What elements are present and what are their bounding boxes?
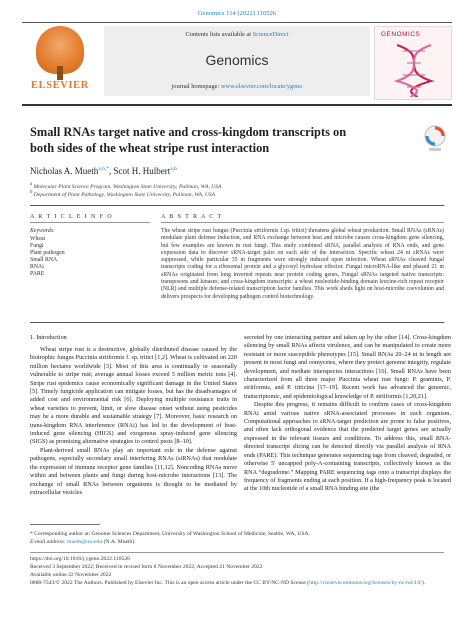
available-online-date: Available online 22 November 2022 xyxy=(30,572,112,578)
section-divider xyxy=(30,205,444,206)
introduction-heading: 1. Introduction xyxy=(30,334,67,341)
contents-available-line xyxy=(104,31,370,38)
journal-name: Genomics xyxy=(205,52,269,68)
article-info-heading: A R T I C L E I N F O xyxy=(30,214,113,220)
dna-helix-icon xyxy=(387,43,441,97)
email-suffix: (N.A. Mueth). xyxy=(102,539,136,545)
tree-trunk-icon xyxy=(57,66,63,80)
affiliation-text: Molecular Plant Science Program, Washington State University, Pullman, WA, USA xyxy=(33,183,222,190)
footnote-rule xyxy=(30,524,100,525)
homepage-prefix: journal homepage: xyxy=(171,83,221,90)
email-note xyxy=(30,539,136,545)
author-name[interactable]: Scot H. Hulbert xyxy=(113,166,171,176)
masthead-bottom-rule xyxy=(22,104,452,106)
email-link[interactable]: mueth@uw.edu xyxy=(67,539,103,545)
license-prefix: 0888-7543/© 2022 The Authors. Published by Elsevier Inc. This is an open access article under the CC BY-NC-ND license ( xyxy=(30,580,310,586)
affiliation-marker: b xyxy=(30,190,33,195)
body-column-left xyxy=(30,346,237,497)
affiliation xyxy=(30,182,221,190)
keyword: Fungi xyxy=(30,243,44,250)
journal-masthead xyxy=(22,22,452,108)
keywords-list xyxy=(30,236,65,279)
abstract-heading: A B S T R A C T xyxy=(161,214,223,220)
journal-reference[interactable]: Genomics 114 (2022) 110526 xyxy=(197,10,277,17)
publisher-name: ELSEVIER xyxy=(31,80,89,91)
keyword: Plant pathogen xyxy=(30,250,65,257)
received-dates: Received 3 September 2022; Received in revised form 8 November 2022; Accepted 21 November 2022 xyxy=(30,564,263,570)
keyword: RNAi xyxy=(30,264,44,271)
body-paragraph: Despite this progress, it remains difficult to confirm cases of cross-kingdom RNAi amid various native sRNA-associated processes in each organism. Computational approaches to sRNA-target prediction are prone to false positives, and often lack orthogonal evidence that the predicted target genes are actually expressed in the relevant tissues and conditions. To address this, small RNA-directed transcript slicing can be detected directly via parallel analysis of RNA ends (PARE). This technique generates sequencing tags from cleaved, degraded, or otherwise 5′ uncapped poly-A-containing transcripts, collectively known as the RNA “degradome.” Mapping PARE sequencing tags onto a transcript displays the frequency of fragments ending at each position. If a high-frequency peak is located at the 10th nucleotide of a small RNA binding site (the xyxy=(244,401,451,493)
author-affiliation-marker[interactable]: a,b xyxy=(170,166,177,172)
affiliation-marker: a xyxy=(30,182,33,187)
keyword: Small RNA xyxy=(30,257,58,264)
contents-prefix: Contents lists available at xyxy=(185,31,253,38)
corresponding-author-note: * Corresponding author at: Genome Sciences Department, University of Washington School of Medicine, Seattle, WA, USA. xyxy=(30,531,310,537)
check-for-updates-icon[interactable] xyxy=(422,124,448,154)
doi-link[interactable]: https://doi.org/10.1016/j.ygeno.2022.110526 xyxy=(30,556,130,562)
abstract-rule xyxy=(161,222,444,223)
author-list xyxy=(30,166,177,176)
body-paragraph: secreted by one interacting partner and taken up by the other [14]. Cross-kingdom silencing by small RNAs affects virulence, and can be manipulated to create more resistant or more susceptible phenotypes [15]. Small RNAs 20–24 nt in length are present in most fungi and oomycetes, where they protect genome integrity, regulate development, and mediate interspecies interactions [16]. Small RNAs have been characterized from all three major Puccinia wheat rust fungi: P. graminis, P. striiformis, and P. triticina [17–19]. Recent work has advanced the genomic, transcriptomic, and epidemiological knowledge of P. striiformis [1,20,21]. xyxy=(244,334,451,400)
author-affiliation-marker[interactable]: a,b,* xyxy=(98,166,109,172)
abstract-text: The wheat stripe rust fungus (Puccinia striiformis f.sp. tritici) threatens global wheat production. Small RNAs (sRNAs) modulate plant defense induction, and RNA exchange between host and microbe causes cross-kingdom gene silencing, but few examples are known in rust fungi. This study combined sRNA, parallel analysis of RNA ends, and gene expression data to discover sRNA-target pairs on each side of the interaction. Specific wheat 24 nt sRNAs were suppressed, while particular 35 nt fragments were strongly induced upon infection. Wheat sRNAs cleaved fungal transcripts coding for a ribosomal protein and a glycosyl hydrolase effector. Fungal microRNA-like and phased 21 nt sRNAs originated from long inverted repeats near protein coding genes. Fungal sRNAs targeted native transcripts: transposons and kinases; and cross-kingdom transcripts: a wheat nucleotide-binding domain leucine-rich repeat receptor (NLR) and multiple defense-related transcription factor families. This work sheds light on host-microbe coevolution and delivers prospects for developing pathogen control biotechnology. xyxy=(161,228,444,300)
author-separator: , xyxy=(108,166,114,176)
masthead-top-rule xyxy=(22,22,452,23)
masthead-center-band xyxy=(104,26,370,96)
article-title: Small RNAs target native and cross-kingdom transcripts on both sides of the wheat stripe rust interaction xyxy=(30,125,347,155)
body-column-right xyxy=(244,334,451,494)
cover-title: GENOMICS xyxy=(381,31,421,38)
journal-homepage-link[interactable]: www.elsevier.com/locate/ygeno xyxy=(220,83,303,90)
license-suffix: ). xyxy=(421,580,426,586)
keyword: PARE xyxy=(30,271,45,278)
journal-homepage-line xyxy=(104,83,370,90)
journal-cover-thumbnail[interactable] xyxy=(374,26,452,100)
email-label: E-mail address: xyxy=(30,539,68,545)
affiliation xyxy=(30,190,215,198)
license-link[interactable]: http://creativecommons.org/licenses/by-nc-nd/4.0/ xyxy=(309,580,422,586)
affiliation-text: Department of Plant Pathology, Washington State University, Pullman, WA, USA xyxy=(33,191,216,198)
body-paragraph: Wheat stripe rust is a destructive, globally distributed disease caused by the biotrophic fungus Puccinia striiformis f. sp. tritici [1,2]. Wheat is cultivated on 220 million hectares worldwide [3]. Most of this area is continually or seasonally vulnerable to stripe rust; average annual losses exceed 5 million metric tons [4]. Stripe rust epidemics cause economically significant damage in the United States [5]. Timely fungicide application can mitigate losses, but has the disadvantages of added cost and environmental risk [6]. Deploying multiple resistance traits in wheat varieties to prevent, limit, or slow disease onset without using pesticides may be a more durable and sustainable strategy [7]. Moreover, basic research on trans-kingdom RNA interference (RNAi) has led to the development of host-induced gene silencing (HIGS) and exogenous spray-induced gene silencing (SIGS) as promising alternative strategies to control pests [8–10]. xyxy=(30,346,237,446)
license-statement xyxy=(30,580,444,587)
author-name[interactable]: Nicholas A. Mueth xyxy=(30,166,99,176)
footer-rule xyxy=(30,552,444,553)
keywords-label: Keywords: xyxy=(30,228,55,234)
article-info-rule xyxy=(30,222,150,223)
publisher-logo[interactable] xyxy=(22,26,98,94)
sciencedirect-link[interactable]: ScienceDirect xyxy=(252,31,289,38)
keyword: Wheat xyxy=(30,236,46,242)
body-paragraph: Plant-derived small RNAs play an important role in the defense against pathogens, especially secondary small interfering RNAs (siRNAs) that modulate the expression of immune receptor gene families [11,12]. Noncoding RNAs move within and between plants and fungi during host-microbe interactions [13]. The exchange of small RNAs between organisms is thought to be mediated by extracellular vesicles xyxy=(30,446,237,496)
section-divider xyxy=(30,322,444,323)
